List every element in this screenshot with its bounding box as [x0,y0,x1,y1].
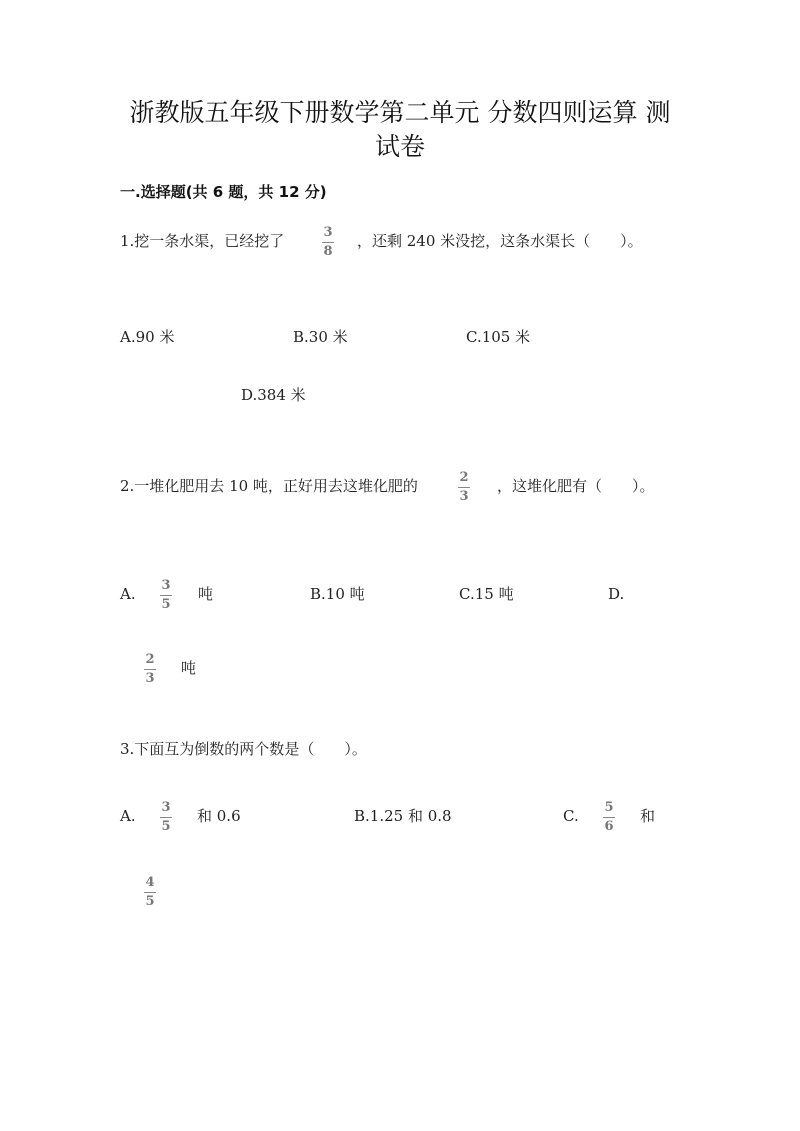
q3-option-c-suffix: 和 [640,807,656,825]
q3c2-frac-denominator: 5 [145,894,155,909]
q3-option-c-fraction2 [144,875,156,909]
q1-frac-denominator: 8 [323,244,333,259]
fraction-bar [603,817,615,818]
q2-option-a-suffix: 吨 [198,585,214,603]
q1-option-d: D.384 米 [241,386,306,404]
q2-stem-before: 2.一堆化肥用去 10 吨，正好用去这堆化肥的 [120,477,418,495]
fraction-bar [160,595,172,596]
q3-option-a-prefix: A. [120,807,136,825]
q3-option-c-prefix: C. [563,807,579,825]
q2-stem-after: ，这堆化肥有（ ）。 [497,477,655,495]
q2-option-d-fraction [144,652,156,686]
section-heading: 一.选择题(共 6 题，共 12 分) [120,183,327,201]
q2d-frac-denominator: 3 [145,671,155,686]
q3-option-a-suffix: 和 0.6 [197,807,241,825]
q3-option-c-fraction [603,800,615,834]
q2-option-c: C.15 吨 [459,585,514,603]
q1-stem-before: 1.挖一条水渠，已经挖了 [120,232,285,250]
q3a-frac-denominator: 5 [161,819,171,834]
q3-option-a-fraction [160,800,172,834]
q1-frac-numerator: 3 [323,225,333,240]
fraction-bar [160,817,172,818]
fraction-bar [144,669,156,670]
q2-option-a-prefix: A. [120,585,136,603]
q1-stem-after: ，还剩 240 米没挖，这条水渠长（ ）。 [357,232,643,250]
q1-option-b: B.30 米 [293,328,348,346]
page-title-line2: 试卷 [374,132,425,161]
q2-frac-denominator: 3 [459,489,469,504]
fraction-bar [144,892,156,893]
page-title-line1: 浙教版五年级下册数学第二单元 分数四则运算 测 [129,98,671,127]
q3c-frac-numerator: 5 [604,800,614,815]
q1-option-c: C.105 米 [466,328,531,346]
q3-option-b: B.1.25 和 0.8 [354,807,452,825]
q3-stem: 3.下面互为倒数的两个数是（ ）。 [120,740,367,758]
q2-frac-numerator: 2 [459,470,469,485]
q1-stem-fraction [322,225,334,259]
fraction-bar [458,487,470,488]
q2d-frac-numerator: 2 [145,652,155,667]
q2-option-d-prefix: D. [608,585,625,603]
q2-option-a-fraction [160,578,172,612]
q3a-frac-numerator: 3 [161,800,171,815]
fraction-bar [322,242,334,243]
q2-option-d-suffix: 吨 [181,659,197,677]
q1-option-a: A.90 米 [120,328,175,346]
q3c2-frac-numerator: 4 [145,875,155,890]
q2-stem-fraction [458,470,470,504]
q2-option-b: B.10 吨 [310,585,365,603]
q2a-frac-denominator: 5 [161,597,171,612]
q2a-frac-numerator: 3 [161,578,171,593]
q3c-frac-denominator: 6 [604,819,614,834]
